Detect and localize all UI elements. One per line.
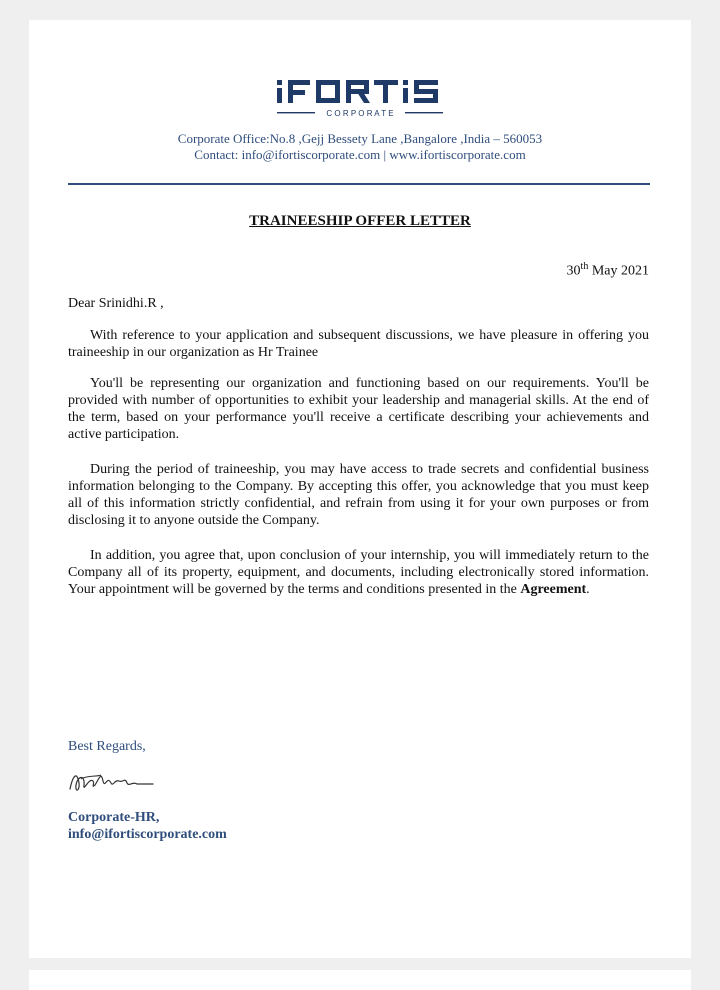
paragraph-4-end: . (586, 582, 590, 597)
contact-line: Contact: info@ifortiscorporate.com | www.ifortiscorporate.com (194, 147, 526, 162)
next-page-edge (29, 970, 691, 990)
paragraph-2: You'll be representing our organization and functioning based on our requirements. You'll be provided with number of opportunities to exhibit your leadership and managerial skills. At the end of the term, based on your performance you'll receive a certificate describing your achievements and active participation. (68, 376, 649, 442)
date-month-year: May 2021 (588, 263, 649, 279)
date-day: 30 (566, 263, 581, 279)
date-suffix: th (580, 261, 589, 272)
company-address-block (29, 131, 691, 163)
paragraph-1: With reference to your application and subsequent discussions, we have pleasure in offering you traineeship in our organization as Hr Trainee (68, 328, 649, 360)
agreement-term: Agreement (520, 582, 587, 597)
signatory-block (68, 809, 227, 843)
paragraph-4 (68, 547, 649, 598)
paragraph-3: During the period of traineeship, you may have access to trade secrets and confidential business information belonging to the Company. By accepting this offer, you acknowledge that you must keep all of this information strictly confidential, and refrain from using it for your own purposes or from disclosing it to anyone outside the Company. (68, 462, 649, 528)
office-address: Corporate Office:No.8 ,Gejj Bessety Lane ,Bangalore ,India – 560053 (177, 131, 543, 146)
signatory-email: info@ifortiscorporate.com (68, 827, 227, 842)
company-logo (29, 78, 691, 122)
letter-page (29, 20, 691, 958)
header-divider (68, 183, 650, 185)
logo-tagline: C O R P O R A T E (326, 109, 394, 118)
handwritten-signature-icon (67, 763, 157, 799)
signature (67, 763, 157, 804)
paragraph-4-text: In addition, you agree that, upon conclusion of your internship, you will immediately return to the Company all of its property, equipment, and documents, including electronically stored information. Your appointment will be governed by the terms and conditions presented in the (68, 548, 649, 597)
ifortis-logo-icon (275, 78, 445, 122)
signatory: Corporate-HR, (68, 810, 160, 825)
salutation: Dear Srinidhi.R , (68, 296, 164, 311)
letter-title: TRAINEESHIP OFFER LETTER (249, 213, 471, 229)
letter-date (567, 261, 649, 280)
closing: Best Regards, (68, 739, 146, 754)
